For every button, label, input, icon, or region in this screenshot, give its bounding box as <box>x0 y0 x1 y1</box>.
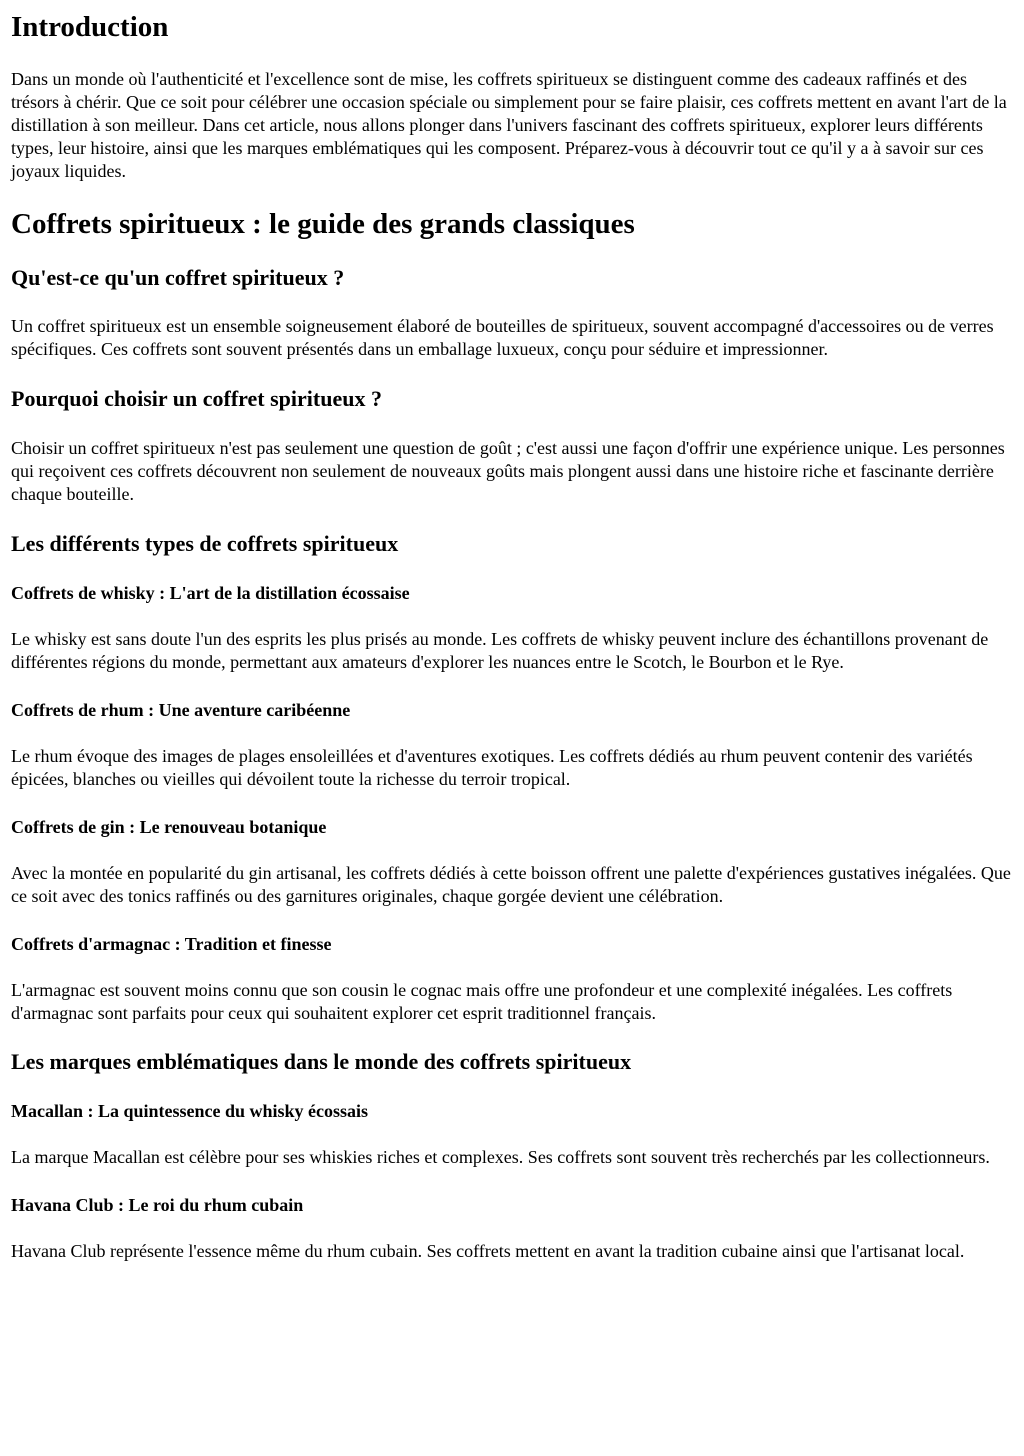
gin-paragraph: Avec la montée en popularité du gin artisanal, les coffrets dédiés à cette boisson offrent une palette d'expériences gustatives inégalées. Que ce soit avec des tonics raffinés ou des garnitures originales, chaque gorgée devient une célébration. <box>11 863 1011 906</box>
havana-club-heading: Havana Club : Le roi du rhum cubain <box>11 1195 304 1215</box>
what-is-paragraph: Un coffret spiritueux est un ensemble soigneusement élaboré de bouteilles de spiritueux, souvent accompagné d'accessoires ou de verres spécifiques. Ces coffrets sont souvent présentés dans un emballage luxueux, conçu pour séduire et impressionner. <box>11 316 994 359</box>
types-heading: Les différents types de coffrets spiritueux <box>11 531 399 556</box>
armagnac-heading: Coffrets d'armagnac : Tradition et finesse <box>11 934 332 954</box>
intro-paragraph: Dans un monde où l'authenticité et l'excellence sont de mise, les coffrets spiritueux se distinguent comme des cadeaux raffinés et des trésors à chérir. Que ce soit pour célébrer une occasion spéciale ou simplement pour se faire plaisir, ces coffrets mettent en avant l'art de la distillation à son meilleur. Dans cet article, nous allons plonger dans l'univers fascinant des coffrets spiritueux, explorer leurs différents types, leur histoire, ainsi que les marques emblématiques qui les composent. Préparez-vous à découvrir tout ce qu'il y a à savoir sur ces joyaux liquides. <box>11 69 1007 181</box>
brands-heading: Les marques emblématiques dans le monde des coffrets spiritueux <box>11 1049 632 1074</box>
macallan-heading: Macallan : La quintessence du whisky écossais <box>11 1101 369 1121</box>
havana-club-paragraph: Havana Club représente l'essence même du rhum cubain. Ses coffrets mettent en avant la tradition cubaine ainsi que l'artisanat local. <box>11 1241 965 1261</box>
why-choose-paragraph: Choisir un coffret spiritueux n'est pas seulement une question de goût ; c'est aussi une façon d'offrir une expérience unique. Les personnes qui reçoivent ces coffrets découvrent non seulement de nouveaux goûts mais plongent aussi dans une histoire riche et fascinante derrière chaque bouteille. <box>11 438 1005 504</box>
what-is-heading: Qu'est-ce qu'un coffret spiritueux ? <box>11 265 345 290</box>
rhum-heading: Coffrets de rhum : Une aventure caribéenne <box>11 700 351 720</box>
armagnac-paragraph: L'armagnac est souvent moins connu que son cousin le cognac mais offre une profondeur et une complexité inégalées. Les coffrets d'armagnac sont parfaits pour ceux qui souhaitent explorer cet esprit traditionnel français. <box>11 980 953 1023</box>
macallan-paragraph: La marque Macallan est célèbre pour ses whiskies riches et complexes. Ses coffrets sont souvent très recherchés par les collectionneurs. <box>11 1147 990 1167</box>
rhum-paragraph: Le rhum évoque des images de plages ensoleillées et d'aventures exotiques. Les coffrets dédiés au rhum peuvent contenir des variétés épicées, blanches ou vieilles qui dévoilent toute la richesse du terroir tropical. <box>11 746 973 789</box>
guide-heading: Coffrets spiritueux : le guide des grands classiques <box>11 208 635 240</box>
intro-heading: Introduction <box>11 11 169 43</box>
whisky-paragraph: Le whisky est sans doute l'un des esprits les plus prisés au monde. Les coffrets de whisky peuvent inclure des échantillons provenant de différentes régions du monde, permettant aux amateurs d'explorer les nuances entre le Scotch, le Bourbon et le Rye. <box>11 629 989 672</box>
why-choose-heading: Pourquoi choisir un coffret spiritueux ? <box>11 386 382 411</box>
gin-heading: Coffrets de gin : Le renouveau botanique <box>11 817 327 837</box>
whisky-heading: Coffrets de whisky : L'art de la distillation écossaise <box>11 583 410 603</box>
